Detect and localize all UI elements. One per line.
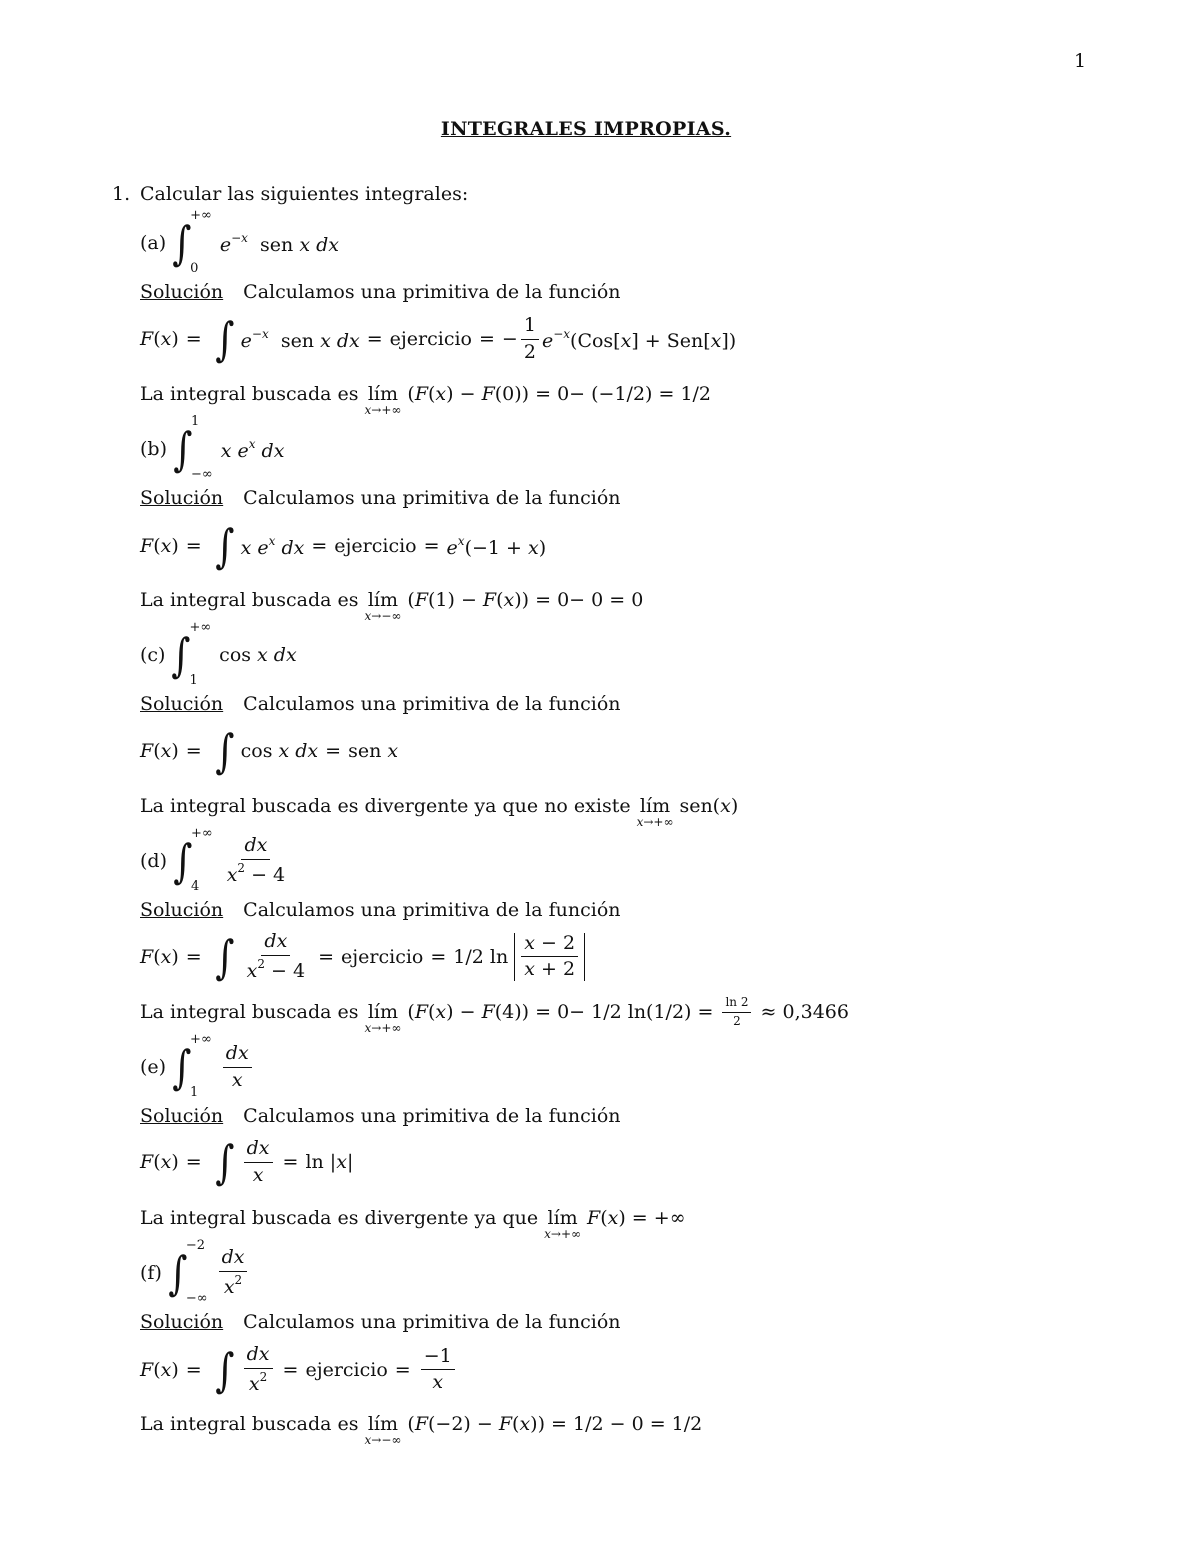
item-e-integral: (e) ∫ +∞ 1 $\frac{dx}{x}$ — [140, 1038, 255, 1096]
item-f-result: La integral buscada es lím x→−∞ (F(−2) − F(x)) = 1/2 − 0 = 1/2 — [140, 1413, 703, 1447]
item-d-primitive: F(x) = ∫ $\frac{dx}{x^2 - 4}$ = ejercicio = 1/2 ln $\frac{x - 2}{x + 2}$ — [140, 931, 585, 983]
item-b-primitive: F(x) = ∫ x $e^x$ dx = ejercicio = $e^x(-1 + x)$ — [140, 519, 547, 573]
item-b-result: La integral buscada es lím x→−∞ (F(1) − F(x)) = 0− 0 = 0 — [140, 589, 644, 623]
item-c-solution: Solución Calculamos una primitiva de la función — [140, 693, 621, 715]
item-b-solution: Solución Calculamos una primitiva de la función — [140, 487, 621, 509]
page-title: INTEGRALES IMPROPIAS. — [440, 118, 732, 140]
item-a-result: La integral buscada es lím x→+∞ (F(x) − F(0)) = 0− (−1/2) = 1/2 — [140, 383, 712, 417]
item-e-solution: Solución Calculamos una primitiva de la función — [140, 1105, 621, 1127]
item-f-integral: (f) ∫ −2 −∞ $\frac{dx}{x^2}$ — [140, 1244, 250, 1302]
item-a-solution: Solución Calculamos una primitiva de la función — [140, 281, 621, 303]
item-c-integral: (c) ∫ +∞ 1 cos x dx — [140, 620, 297, 688]
item-b-integral: (b) ∫ 1 −∞ x $e^x$ dx — [140, 414, 285, 482]
item-d-result: La integral buscada es lím x→+∞ (F(x) − F(4)) = 0− 1/2 ln(1/2) = $\frac{\ln 2}{2}$ ≈ 0,3466 — [140, 995, 849, 1036]
item-a-primitive: F(x) = ∫ $e^{-x}$ sen x dx = ejercicio = − $\frac{1}{2}$ $e^{-x}(Cos[x] + Sen[x])$ — [140, 312, 737, 367]
problem-number: 1. — [112, 183, 131, 205]
page-number: 1 — [1074, 50, 1087, 72]
problem-statement: Calcular las siguientes integrales: — [140, 183, 469, 205]
item-f-solution: Solución Calculamos una primitiva de la función — [140, 1311, 621, 1333]
item-c-result: La integral buscada es divergente ya que no existe lím x→+∞ sen(x) — [140, 795, 739, 829]
item-e-primitive: F(x) = ∫ $\frac{dx}{x}$ = ln |x| — [140, 1135, 354, 1190]
item-a-integral: (a) ∫ +∞ 0 $e^{-x}$ sen x dx — [140, 208, 339, 276]
item-d-solution: Solución Calculamos una primitiva de la función — [140, 899, 621, 921]
item-c-primitive: F(x) = ∫ cos x dx = sen x — [140, 724, 399, 778]
item-d-integral: (d) ∫ +∞ 4 $\frac{dx}{x^2 - 4}$ — [140, 826, 286, 894]
item-e-result: La integral buscada es divergente ya que lím x→+∞ F(x) = +∞ — [140, 1207, 686, 1241]
item-f-primitive: F(x) = ∫ $\frac{dx}{x^2}$ = ejercicio = $\frac{-1}{x}$ — [140, 1344, 458, 1396]
